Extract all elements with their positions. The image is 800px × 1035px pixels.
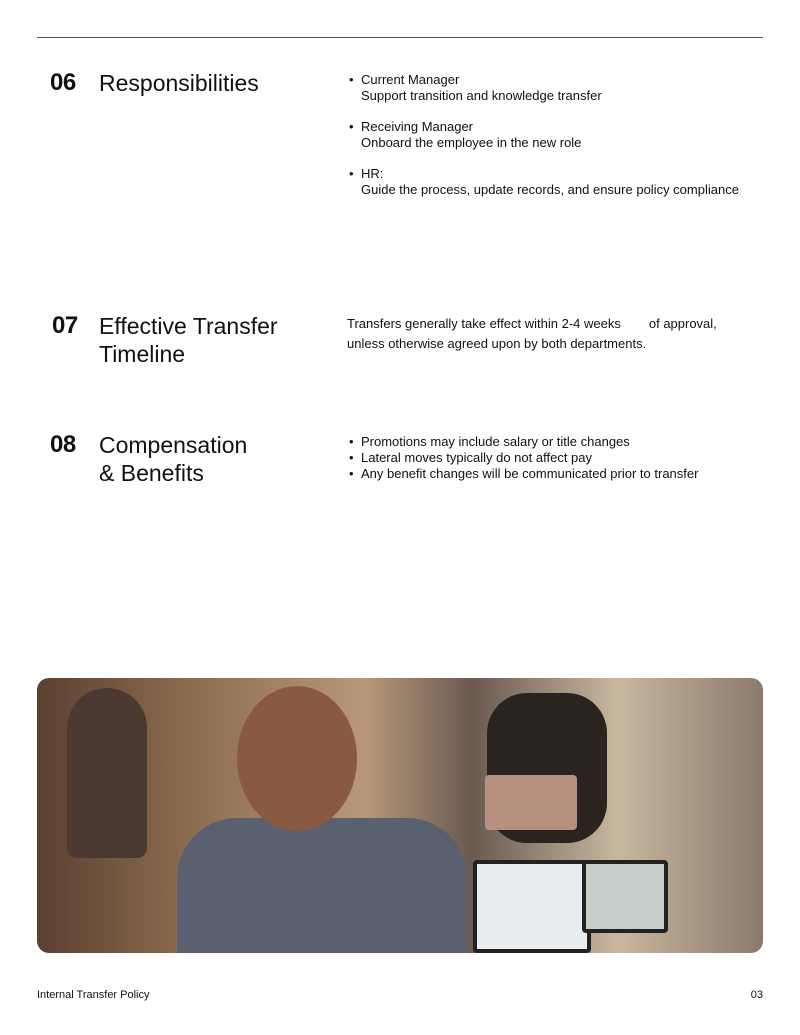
role: • Receiving Manager xyxy=(361,119,474,134)
section-title: Responsibilities xyxy=(99,70,259,96)
meeting-photo xyxy=(37,678,763,953)
top-divider xyxy=(37,37,763,38)
section-title xyxy=(99,312,278,368)
role: • HR: xyxy=(361,166,384,181)
responsibilities-list xyxy=(347,72,739,213)
role: • Current Manager xyxy=(361,72,460,87)
title-line: Effective Transfer xyxy=(99,313,278,339)
section-number: 08 xyxy=(50,431,76,458)
compensation-list xyxy=(347,434,698,482)
list-item: • Lateral moves typically do not affect pay xyxy=(347,450,698,466)
role-description: Support transition and knowledge transfer xyxy=(361,88,602,103)
list-item xyxy=(347,119,739,151)
title-line: Compensation xyxy=(99,432,248,458)
text: unless otherwise agreed upon by both departments. xyxy=(347,336,647,351)
list-item xyxy=(347,166,739,198)
list-item: • Any benefit changes will be communicated prior to transfer xyxy=(347,466,698,482)
list-item: • Promotions may include salary or title changes xyxy=(347,434,698,450)
timeline-text xyxy=(347,314,717,354)
page-number: 03 xyxy=(750,989,763,1001)
list-item xyxy=(347,72,739,104)
role-description: Guide the process, update records, and ensure policy compliance xyxy=(361,182,739,197)
text: Transfers generally take effect within 2-4 weeks xyxy=(347,316,621,331)
footer-title: Internal Transfer Policy xyxy=(37,989,150,1001)
title-line: & Benefits xyxy=(99,460,204,486)
section-title xyxy=(99,431,247,487)
section-number: 07 xyxy=(52,312,78,339)
title-line: Timeline xyxy=(99,341,186,367)
role-description: Onboard the employee in the new role xyxy=(361,135,582,150)
section-number: 06 xyxy=(50,69,76,96)
text: of approval, xyxy=(648,316,717,331)
